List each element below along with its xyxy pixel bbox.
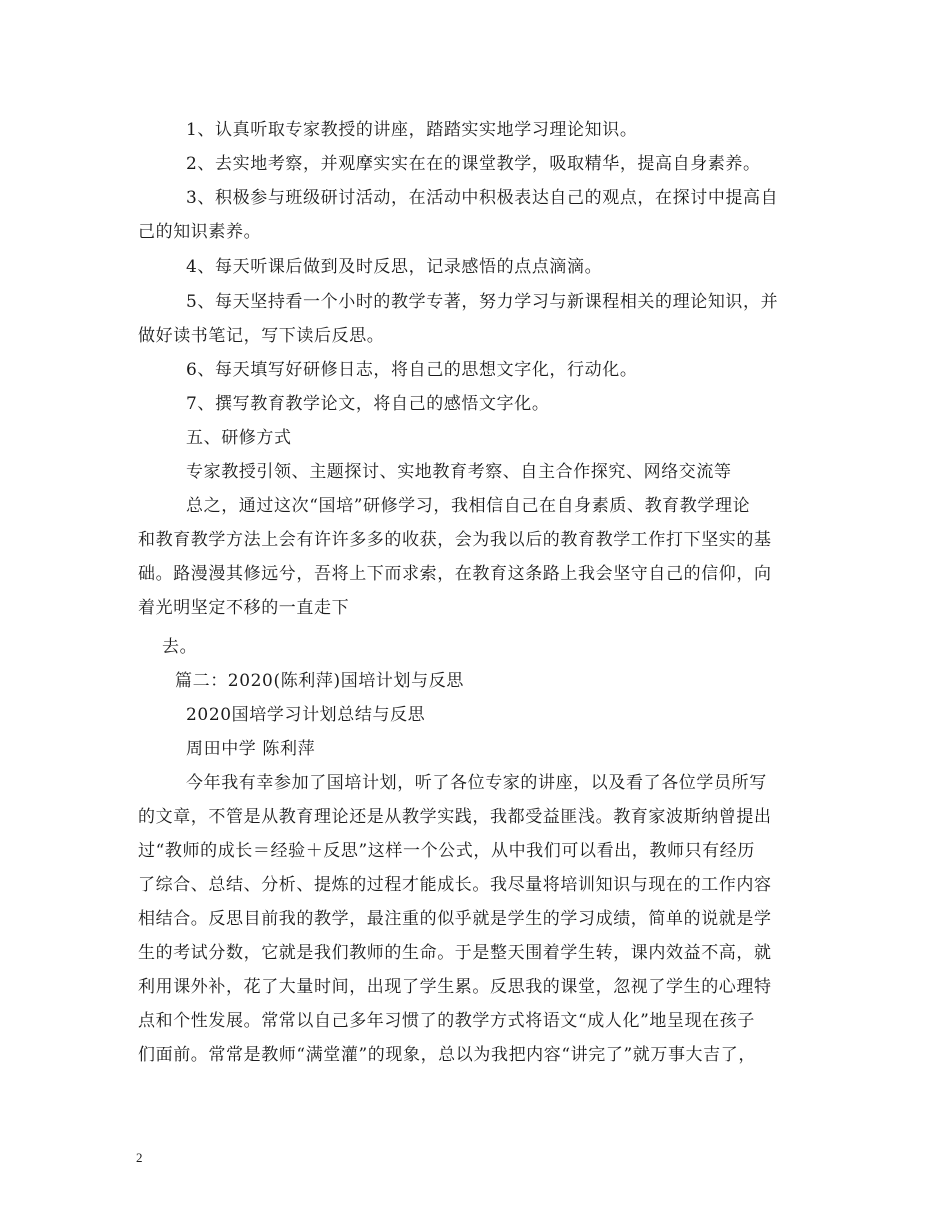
text-line: 3、积极参与班级研讨活动，在活动中积极表达自己的观点，在探讨中提高自 (186, 188, 779, 208)
document-title: 2020国培学习计划总结与反思 (186, 705, 426, 725)
text-line: 今年我有幸参加了国培计划，听了各位专家的讲座，以及看了各位学员所写 (186, 773, 767, 793)
text-line: 专家教授引领、主题探讨、实地教育考察、自主合作探究、网络交流等 (186, 462, 732, 482)
text-line: 做好读书笔记，写下读后反思。 (138, 326, 385, 346)
text-line: 利用课外补，花了大量时间，出现了学生累。反思我的课堂，忽视了学生的心理特 (138, 977, 772, 997)
text-line: 们面前。常常是教师“满堂灌”的现象，总以为我把内容“讲完了”就万事大吉了， (138, 1045, 756, 1065)
section-heading: 篇二：2020(陈利萍)国培计划与反思 (175, 671, 464, 691)
text-line: 着光明坚定不移的一直走下 (138, 598, 350, 618)
text-line: 过“教师的成长＝经验＋反思”这样一个公式，从中我们可以看出，教师只有经历 (138, 841, 755, 861)
text-line: 6、每天填写好研修日志，将自己的思想文字化，行动化。 (186, 360, 638, 380)
text-line: 总之，通过这次“国培”研修学习，我相信自己在自身素质、教育教学理论 (186, 496, 751, 516)
author-line: 周田中学 陈利萍 (186, 739, 316, 759)
text-line: 5、每天坚持看一个小时的教学专著，努力学习与新课程相关的理论知识，并 (186, 292, 779, 312)
text-line: 相结合。反思目前我的教学，最注重的似乎就是学生的学习成绩，简单的说就是学 (138, 909, 772, 929)
text-line: 去。 (162, 637, 198, 657)
text-line: 和教育教学方法上会有许许多多的收获，会为我以后的教育教学工作打下坚实的基 (138, 530, 772, 550)
page-number: 2 (136, 1150, 143, 1165)
text-line: 点和个性发展。常常以自己多年习惯了的教学方式将语文“成人化”地呈现在孩子 (138, 1011, 755, 1031)
text-line: 1、认真听取专家教授的讲座，踏踏实实地学习理论知识。 (186, 120, 638, 140)
text-line: 2、去实地考察，并观摩实实在在的课堂教学，吸取精华，提高自身素养。 (186, 154, 761, 174)
text-line: 础。路漫漫其修远兮，吾将上下而求索，在教育这条路上我会坚守自己的信仰，向 (138, 564, 772, 584)
text-line: 的文章，不管是从教育理论还是从教学实践，我都受益匪浅。教育家波斯纳曾提出 (138, 807, 772, 827)
text-line: 生的考试分数，它就是我们教师的生命。于是整天围着学生转，课内效益不高，就 (138, 943, 772, 963)
text-line: 了综合、总结、分析、提炼的过程才能成长。我尽量将培训知识与现在的工作内容 (138, 875, 772, 895)
text-line: 7、撰写教育教学论文，将自己的感悟文字化。 (186, 394, 550, 414)
text-line: 己的知识素养。 (138, 222, 262, 242)
text-line: 4、每天听课后做到及时反思，记录感悟的点点滴滴。 (186, 257, 603, 277)
section-heading: 五、研修方式 (186, 428, 292, 448)
